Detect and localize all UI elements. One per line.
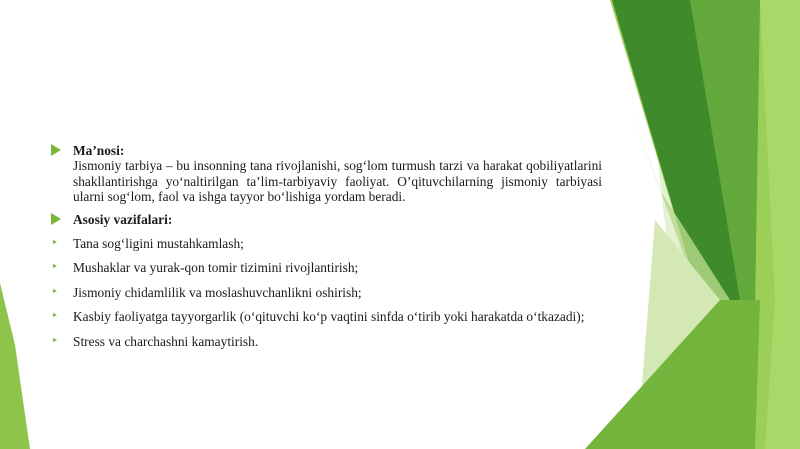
task-item	[50, 309, 602, 324]
task-text: Mushaklar va yurak-qon tomir tizimini rivojlantirish;	[73, 260, 359, 276]
left-edge-shape	[0, 283, 30, 449]
task-text: Kasbiy faoliyatga tayyorgarlik (o‘qituvchi ko‘p vaqtini sinfda o‘tirib yoki harakatda o‘tkazadi);	[73, 309, 585, 325]
section-heading: Ma’nosi:	[73, 143, 125, 158]
small-arrow-bullet-icon	[53, 338, 57, 342]
small-arrow-bullet-icon	[53, 264, 57, 268]
task-text: Stress va charchashni kamaytirish.	[73, 333, 259, 349]
slide-content	[50, 143, 602, 358]
section-meaning	[50, 143, 602, 205]
arrow-bullet-icon	[51, 144, 61, 156]
arrow-bullet-icon	[51, 213, 61, 225]
task-text: Tana sog‘ligini mustahkamlash;	[73, 236, 244, 252]
section-paragraph: Jismoniy tarbiya – bu insonning tana rivojlanishi, sog‘lom turmush tarzi va harakat qobiliyatlarini shakllantirishga yo‘naltirilgan ta’lim-tarbiyaviy faoliyat. O’qituvchilarning jismoniy tarbiyasi ularni sog‘lom, faol va ishga tayyor bo‘lishiga yordam beradi.	[73, 158, 602, 205]
task-item	[50, 285, 602, 300]
section-heading: Asosiy vazifalari:	[73, 211, 173, 227]
task-item	[50, 236, 602, 251]
section-tasks	[50, 212, 602, 227]
task-item	[50, 260, 602, 275]
small-arrow-bullet-icon	[53, 240, 57, 244]
task-text: Jismoniy chidamlilik va moslashuvchanlikni oshirish;	[73, 284, 362, 300]
task-item	[50, 334, 602, 349]
small-arrow-bullet-icon	[53, 313, 57, 317]
small-arrow-bullet-icon	[53, 289, 57, 293]
